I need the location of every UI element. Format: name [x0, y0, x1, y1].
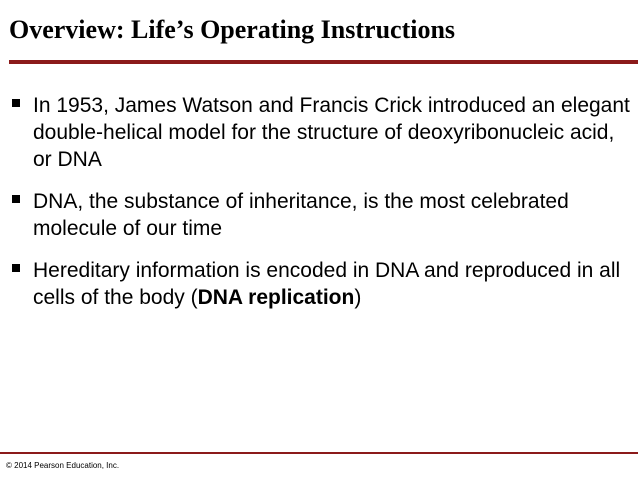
- title-divider: [9, 60, 638, 64]
- bullet-item: [0, 188, 638, 242]
- key-term: DNA replication: [197, 286, 355, 309]
- bullet-text: [33, 259, 620, 309]
- bullet-text: DNA, the substance of inheritance, is the most celebrated molecule of our time: [33, 190, 569, 240]
- bullet-list: [0, 92, 638, 326]
- copyright-notice: © 2014 Pearson Education, Inc.: [6, 461, 120, 470]
- square-bullet-icon: [12, 99, 20, 107]
- bullet-text-before: Hereditary information is encoded in DNA and reproduced in all cells of the body (: [33, 259, 621, 309]
- footer-divider: [0, 452, 638, 454]
- bullet-text: In 1953, James Watson and Francis Crick introduced an elegant double-helical model for the structure of deoxyribonucleic acid, or DNA: [33, 94, 630, 171]
- bullet-item: [0, 92, 638, 173]
- slide-title: Overview: Life’s Operating Instructions: [9, 15, 456, 44]
- bullet-item: [0, 257, 638, 311]
- square-bullet-icon: [12, 264, 20, 272]
- square-bullet-icon: [12, 195, 20, 203]
- bullet-text-after: ): [354, 286, 362, 309]
